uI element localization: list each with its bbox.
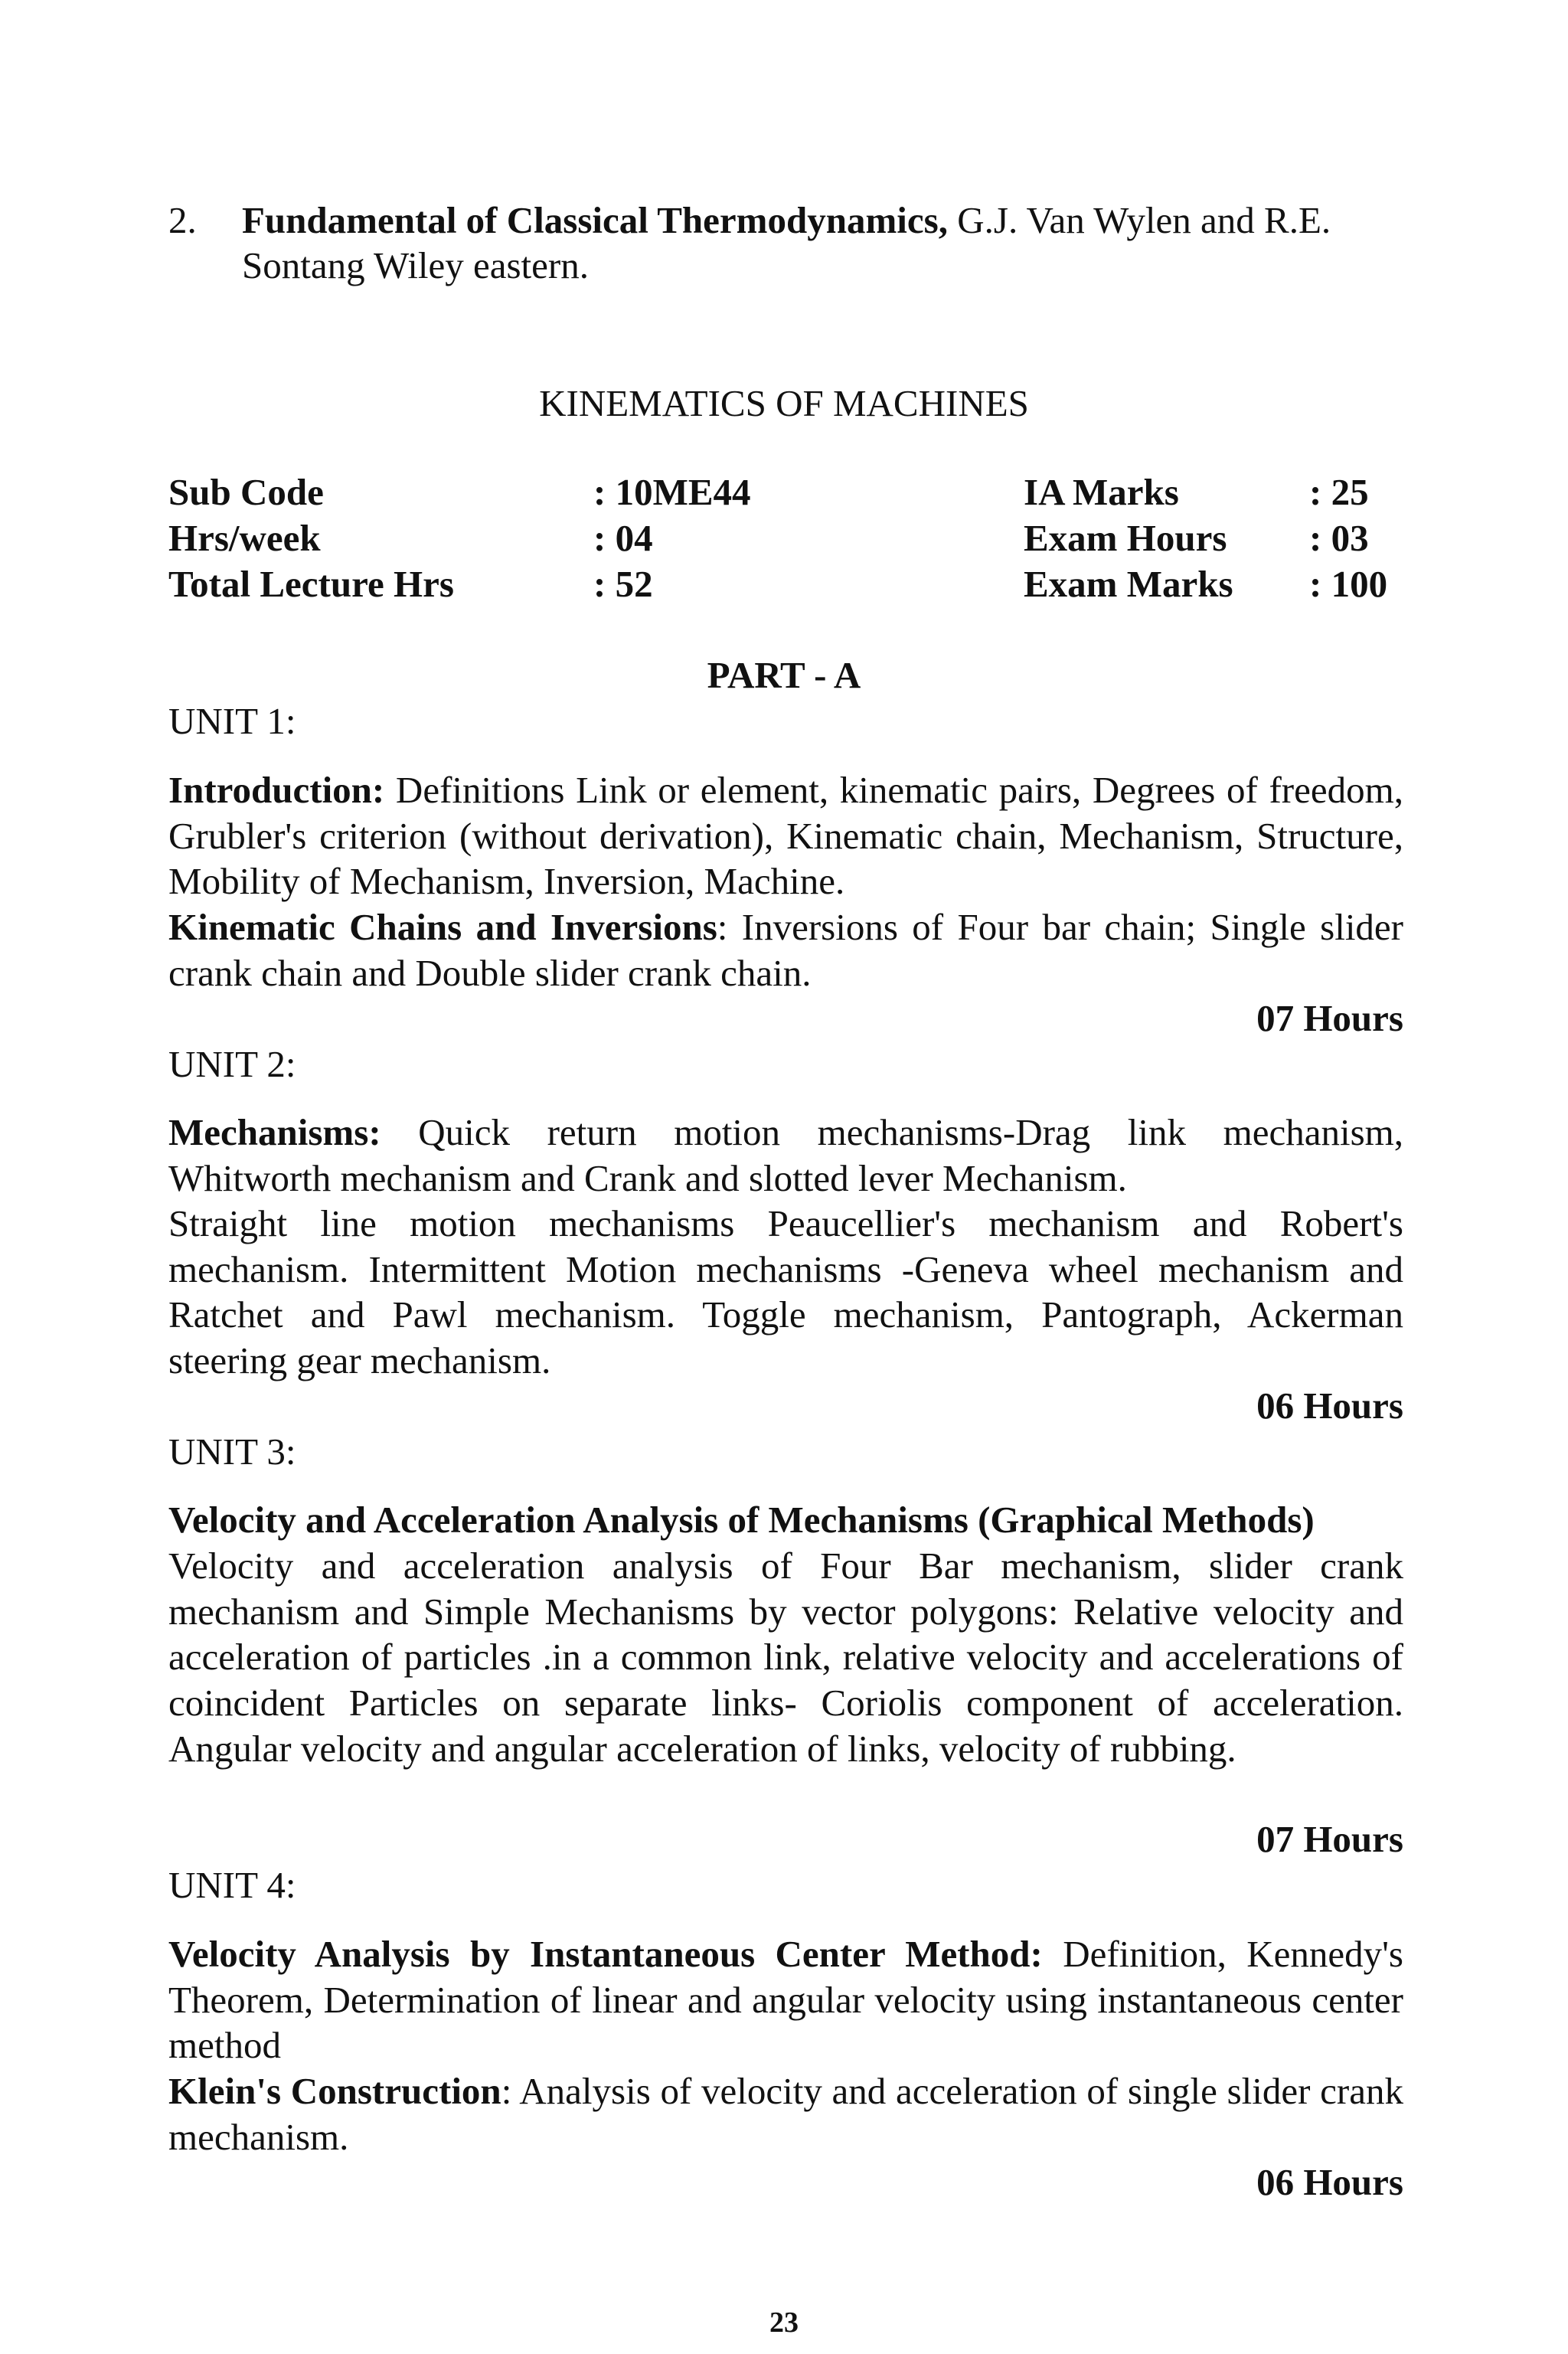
paragraph-text: : Inversions of Four bar chain; Single slider crank chain and Double slider crank chain. [168, 906, 1403, 994]
paragraph-lead: Mechanisms: [168, 1111, 381, 1153]
unit-2-heading: UNIT 2: [168, 1043, 296, 1085]
meta-label: Sub Code [168, 471, 324, 513]
unit-1-kinematic-chains [168, 904, 1403, 996]
unit-1-introduction [168, 767, 1403, 904]
unit-3-hours: 07 Hours [1256, 1818, 1403, 1860]
unit-1-hours: 07 Hours [1256, 997, 1403, 1039]
unit-3-heading: UNIT 3: [168, 1430, 296, 1473]
meta-value-2: : 25 [1309, 471, 1369, 513]
paragraph-lead: Kinematic Chains and Inversions [168, 906, 717, 948]
meta-value: : 04 [593, 517, 653, 559]
paragraph-lead: Velocity Analysis by Instantaneous Center Method: [168, 1933, 1043, 1975]
meta-label: Hrs/week [168, 517, 321, 559]
meta-label: Total Lecture Hrs [168, 563, 454, 605]
unit-2-mechanisms [168, 1110, 1403, 1201]
paragraph-text: Definitions Link or element, kinematic pairs, Degrees of freedom, Grubler's criterion (without derivation), Kinematic chain, Mechanism, Structure, Mobility of Mechanism, Inversion, Machine. [168, 769, 1403, 903]
paragraph-text: Velocity and acceleration analysis of Four Bar mechanism, slider crank mechanism and Simple Mechanisms by vector polygons: Relative velocity and acceleration of particles .in a common link, relative velocity and accelerations of coincident Particles on separate links- Coriolis component of acceleration. Angular velocity and angular acceleration of links, velocity of rubbing. [168, 1545, 1403, 1770]
part-heading: PART - A [707, 654, 861, 696]
reference-details: G.J. Van Wylen and R.E. Sontang Wiley eastern. [242, 199, 1331, 286]
reference-number: 2. [168, 199, 197, 241]
course-title: KINEMATICS OF MACHINES [539, 382, 1029, 424]
paragraph-lead: Introduction: [168, 769, 385, 811]
meta-row [168, 561, 1424, 607]
reference-title: Fundamental of Classical Thermodynamics, [242, 199, 948, 241]
meta-label-2: IA Marks [1024, 471, 1179, 513]
reference-entry [242, 198, 1406, 288]
unit-4-heading: UNIT 4: [168, 1864, 296, 1906]
paragraph-lead: Klein's Construction [168, 2070, 501, 2112]
meta-label-2: Exam Marks [1024, 563, 1233, 605]
course-meta-table [168, 469, 1424, 607]
meta-label-2: Exam Hours [1024, 517, 1227, 559]
unit-4-instantaneous-center [168, 1931, 1403, 2068]
unit-3-title [168, 1497, 1315, 1542]
page-number: 23 [769, 2307, 799, 2339]
unit-4-klein-construction [168, 2068, 1403, 2159]
unit-4-hours: 06 Hours [1256, 2161, 1403, 2203]
meta-value-2: : 03 [1309, 517, 1369, 559]
paragraph-text: Quick return motion mechanisms-Drag link mechanism, Whitworth mechanism and Crank and slotted lever Mechanism. [168, 1111, 1403, 1199]
unit-2-straight-line [168, 1201, 1403, 1384]
unit-3-velocity-analysis [168, 1543, 1403, 1772]
unit-1-heading: UNIT 1: [168, 700, 296, 742]
meta-value: : 52 [593, 563, 653, 605]
meta-row [168, 469, 1424, 515]
paragraph-lead: Velocity and Acceleration Analysis of Mechanisms (Graphical Methods) [168, 1499, 1315, 1541]
meta-value: : 10ME44 [593, 471, 751, 513]
paragraph-text: Definition, Kennedy's Theorem, Determination of linear and angular velocity using instantaneous center method [168, 1933, 1403, 2067]
paragraph-text: : Analysis of velocity and acceleration of single slider crank mechanism. [168, 2070, 1403, 2158]
paragraph-text: Straight line motion mechanisms Peaucellier's mechanism and Robert's mechanism. Intermittent Motion mechanisms -Geneva wheel mechanism and Ratchet and Pawl mechanism. Toggle mechanism, Pantograph, Ackerman steering gear mechanism. [168, 1202, 1403, 1382]
meta-row [168, 515, 1424, 561]
meta-value-2: : 100 [1309, 563, 1388, 605]
unit-2-hours: 06 Hours [1256, 1385, 1403, 1427]
